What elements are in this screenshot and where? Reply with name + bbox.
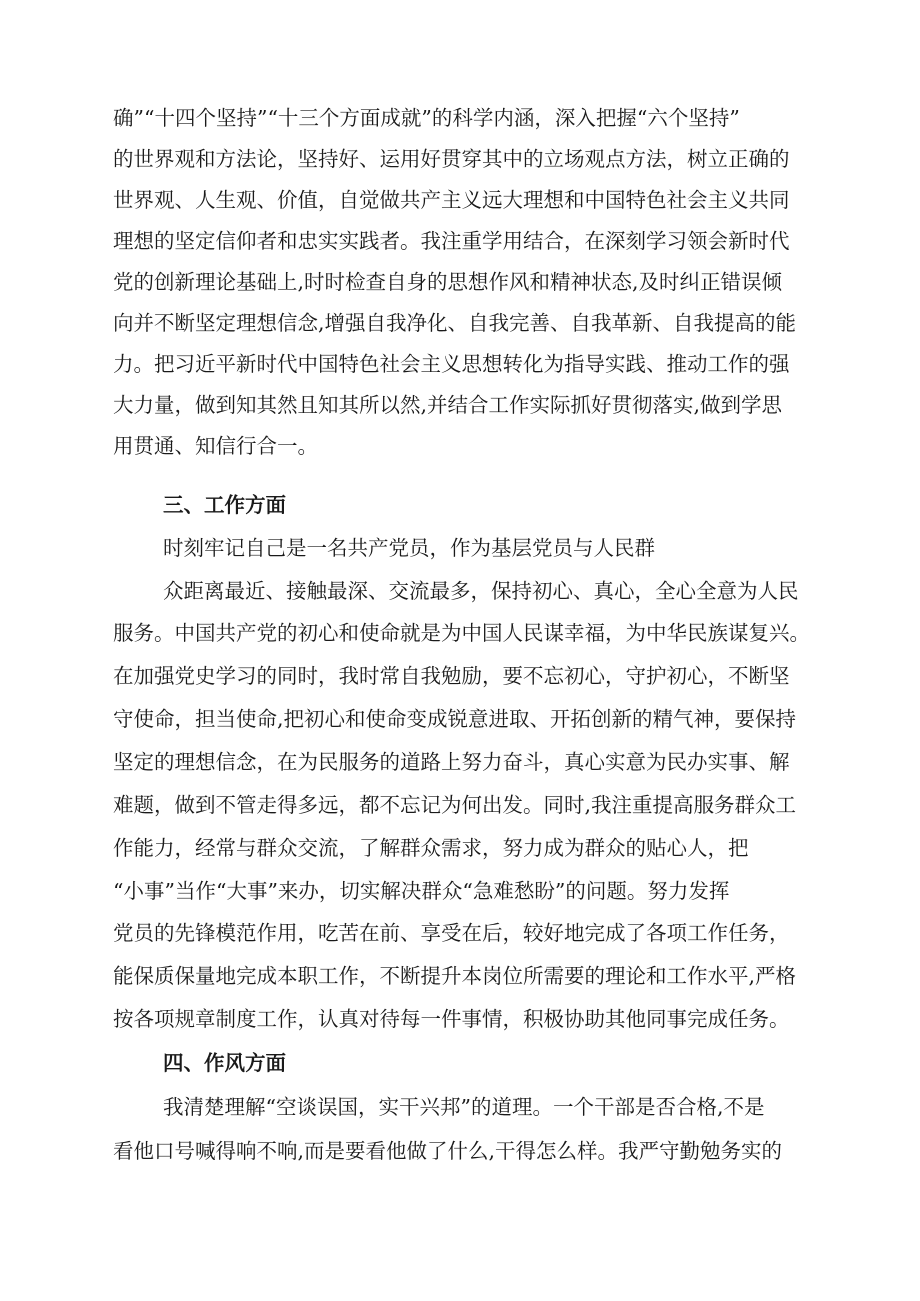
body-text-line: 向并不断坚定理想信念,增强自我净化、自我完善、自我革新、自我提高的能 [113, 311, 797, 335]
section-heading: 三、工作方面 [163, 493, 286, 517]
body-text-line: 坚定的理想信念，在为民服务的道路上努力奋斗，真心实意为民办实事、解 [113, 750, 790, 774]
body-text-line: 看他口号喊得响不响,而是要看他做了什么,干得怎么样。我严守勤勉务实的 [113, 1139, 783, 1163]
body-text-line: 党的创新理论基础上,时时检查自身的思想作风和精神状态,及时纠正错误倾 [113, 270, 783, 294]
section-heading: 四、作风方面 [163, 1051, 286, 1075]
body-text-line: 在加强党史学习的同时，我时常自我勉励，要不忘初心，守护初心，不断坚 [113, 664, 790, 688]
body-text-line: 守使命，担当使命,把初心和使命变成锐意进取、开拓创新的精气神，要保持 [113, 707, 797, 731]
body-text-line: 众距离最近、接触最深、交流最多，保持初心、真心，全心全意为人民 [163, 579, 799, 603]
body-text-line: 党员的先锋模范作用，吃苦在前、享受在后，较好地完成了各项工作任务， [113, 921, 790, 945]
body-text-line: 力。把习近平新时代中国特色社会主义思想转化为指导实践、推动工作的强 [113, 352, 790, 376]
body-text-line: 服务。中国共产党的初心和使命就是为中国人民谋幸福，为中华民族谋复兴。 [113, 621, 810, 645]
body-text-line: 确”“十四个坚持”“十三个方面成就”的科学内涵，深入把握“六个坚持” [113, 106, 740, 130]
body-text-line: “小事”当作“大事”来办，切实解决群众“急难愁盼”的问题。努力发挥 [113, 879, 730, 903]
body-text-line: 能保质保量地完成本职工作，不断提升本岗位所需要的理论和工作水平,严格 [113, 964, 797, 988]
body-text-line: 大力量，做到知其然且知其所以然,并结合工作实际抓好贯彻落实,做到学思 [113, 393, 783, 417]
body-text-line: 理想的坚定信仰者和忠实实践者。我注重学用结合，在深刻学习领会新时代 [113, 229, 790, 253]
body-text-line: 按各项规章制度工作，认真对待每一件事情，积极协助其他同事完成任务。 [113, 1007, 790, 1031]
body-text-line: 世界观、人生观、价值，自觉做共产主义远大理想和中国特色社会主义共同 [113, 188, 790, 212]
body-text-line: 我清楚理解“空谈误国，实干兴邦”的道理。一个干部是否合格,不是 [163, 1095, 765, 1119]
body-text-line: 用贯通、知信行合一。 [113, 434, 318, 458]
body-text-line: 的世界观和方法论，坚持好、运用好贯穿其中的立场观点方法，树立正确的 [113, 147, 790, 171]
body-text-line: 作能力，经常与群众交流，了解群众需求，努力成为群众的贴心人，把 [113, 836, 749, 860]
body-text-line: 时刻牢记自己是一名共产党员，作为基层党员与人民群 [163, 536, 655, 560]
body-text-line: 难题，做到不管走得多远，都不忘记为何出发。同时,我注重提高服务群众工 [113, 793, 797, 817]
